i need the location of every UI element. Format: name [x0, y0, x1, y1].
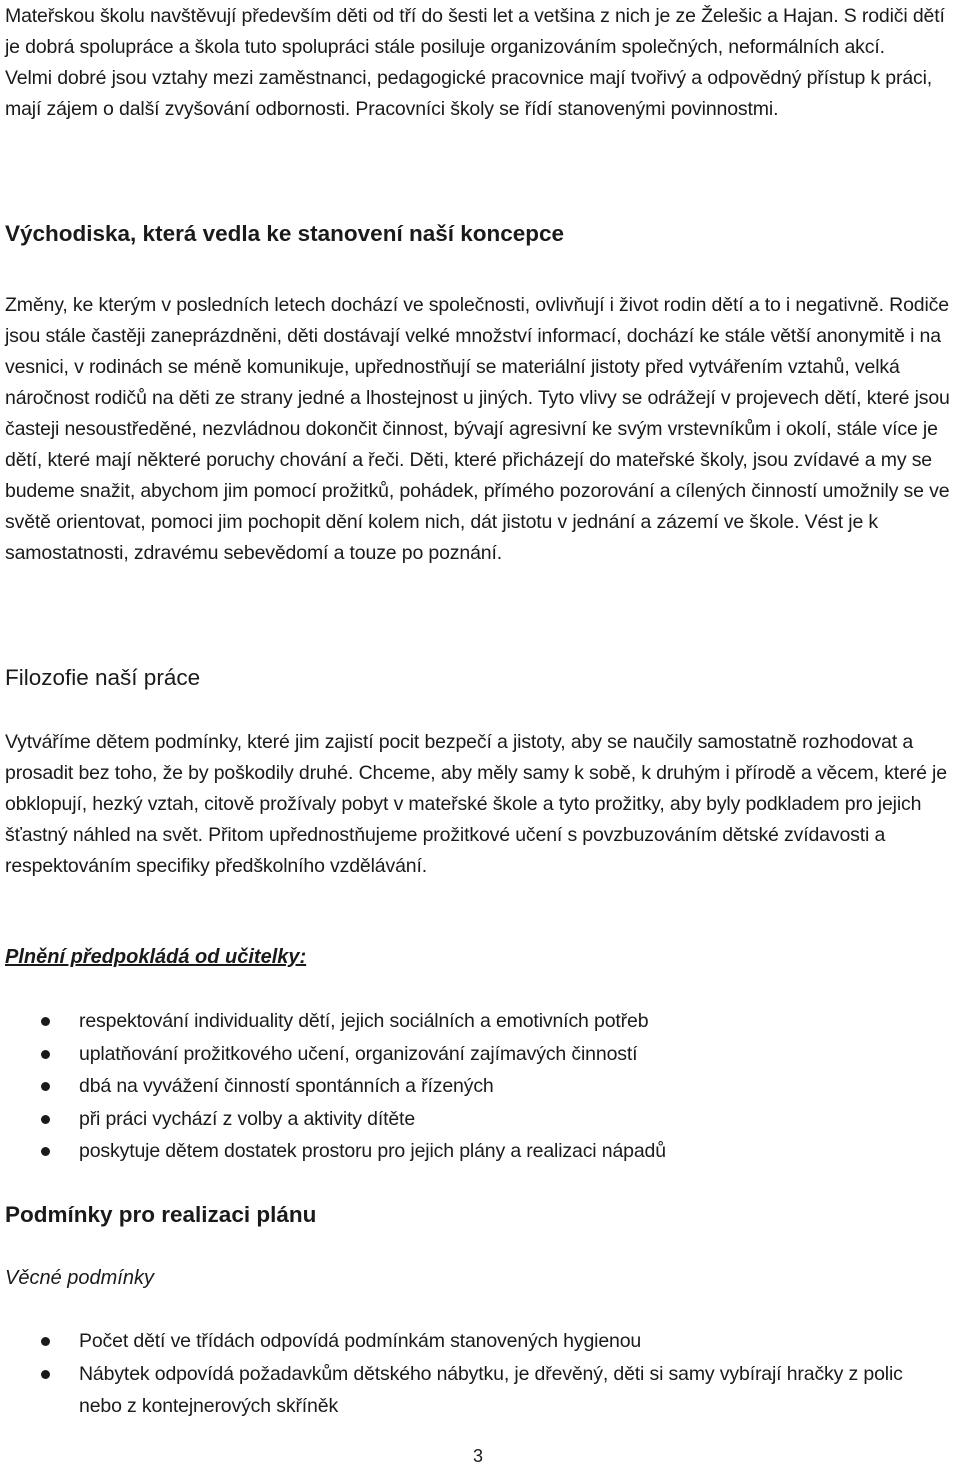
heading-podminky: Podmínky pro realizaci plánu [5, 1202, 317, 1227]
bullet-icon [41, 1115, 50, 1124]
page-number: 3 [473, 1446, 484, 1466]
intro-text-2: Velmi dobré jsou vztahy mezi zaměstnanci, pedagogické pracovnice mají tvořivý a odpovědný přístup k práci, mají zájem o další zvyšování odbornosti. Pracovníci školy se řídí stanovenými povinnostmi. [5, 67, 933, 120]
list-item-text: poskytuje dětem dostatek prostoru pro jejich plány a realizaci nápadů [79, 1140, 666, 1162]
intro-text-1: Mateřskou školu navštěvují především děti od tří do šesti let a vetšina z nich je ze Želešic a Hajan. S rodiči dětí je dobrá spolupráce a škola tuto spolupráci stále posiluje organizováním společných, neformálních akcí. [5, 5, 945, 58]
list-item-text: při práci vychází z volby a aktivity dítěte [79, 1107, 416, 1130]
list-item [5, 1325, 945, 1358]
list-item-text: Počet dětí ve třídách odpovídá podmínkám stanovených hygienou [79, 1330, 642, 1352]
list-item [5, 1103, 945, 1136]
list-item [5, 1135, 945, 1168]
podminky-list [5, 1325, 945, 1423]
subheading-vecne-podminky: Věcné podmínky [5, 1267, 154, 1289]
list-item [5, 1005, 945, 1038]
list-item-text: respektování individuality dětí, jejich sociálních a emotivních potřeb [79, 1010, 649, 1032]
list-item [5, 1038, 945, 1071]
filozofie-paragraph: Vytváříme dětem podmínky, které jim zajistí pocit bezpečí a jistoty, aby se naučily samostatně rozhodovat a prosadit bez toho, že by poškodily druhé. Chceme, aby měly samy k sobě, k druhým i přírodě a věcem, které je obklopují, hezký vztah, citově prožívaly pobyt v mateřské škole a tyto prožitky, aby byly podkladem pro jejich šťastný náhled na svět. Přitom upřednostňujeme prožitkové učení s povzbuzováním dětské zvídavosti a respektováním specifiky předškolního vzdělávání. [5, 731, 947, 877]
list-item-text: Nábytek odpovídá požadavkům dětského nábytku, je dřevěný, děti si samy vybírají hračky z polic nebo z kontejnerových skříněk [79, 1362, 903, 1417]
list-item-text: uplatňování prožitkového učení, organizování zajímavých činností [79, 1042, 638, 1065]
bullet-icon [41, 1370, 50, 1379]
bullet-icon [41, 1050, 50, 1059]
list-item [5, 1358, 945, 1423]
bullet-icon [41, 1017, 50, 1026]
heading-filozofie: Filozofie naší práce [5, 665, 201, 690]
heading-plneni: Plnění předpokládá od učitelky: [5, 946, 307, 968]
heading-vychodiska: Východiska, která vedla ke stanovení naší koncepce [5, 221, 565, 246]
bullet-icon [41, 1337, 50, 1346]
vychodiska-paragraph: Změny, ke kterým v posledních letech dochází ve společnosti, ovlivňují i život rodin dětí a to i negativně. Rodiče jsou stále častěji zaneprázdněni, děti dostávají velké množství informací, dochází ke stále větší anonymitě i na vesnici, v rodinách se méně komunikuje, upřednostňují se materiální jistoty před vytvářením vztahů, velká náročnost rodičů na děti ze strany jedné a lhostejnost u jiných. Tyto vlivy se odrážejí v projevech dětí, které jsou časteji nesoustředěné, nezvládnou dokončit činnost, bývají agresivní ke svým vrstevníkům i okolí, stále více je dětí, které mají některé poruchy chování a řeči. Děti, které přicházejí do mateřské školy, jsou zvídavé a my se budeme snažit, abychom jim pomocí prožitků, pohádek, přímého pozorování a cílených činností umožnily se ve světě orientovat, pomoci jim pochopit dění kolem nich, dát jistotu v jednání a zázemí ve škole. Vést je k samostatnosti, zdravému sebevědomí a touze po poznání. [5, 294, 950, 564]
plneni-list [5, 1005, 945, 1168]
list-item [5, 1070, 945, 1103]
list-item-text: dbá na vyvážení činností spontánních a řízených [79, 1075, 494, 1097]
bullet-icon [41, 1082, 50, 1091]
intro-paragraph [5, 1, 953, 125]
bullet-icon [41, 1147, 50, 1156]
